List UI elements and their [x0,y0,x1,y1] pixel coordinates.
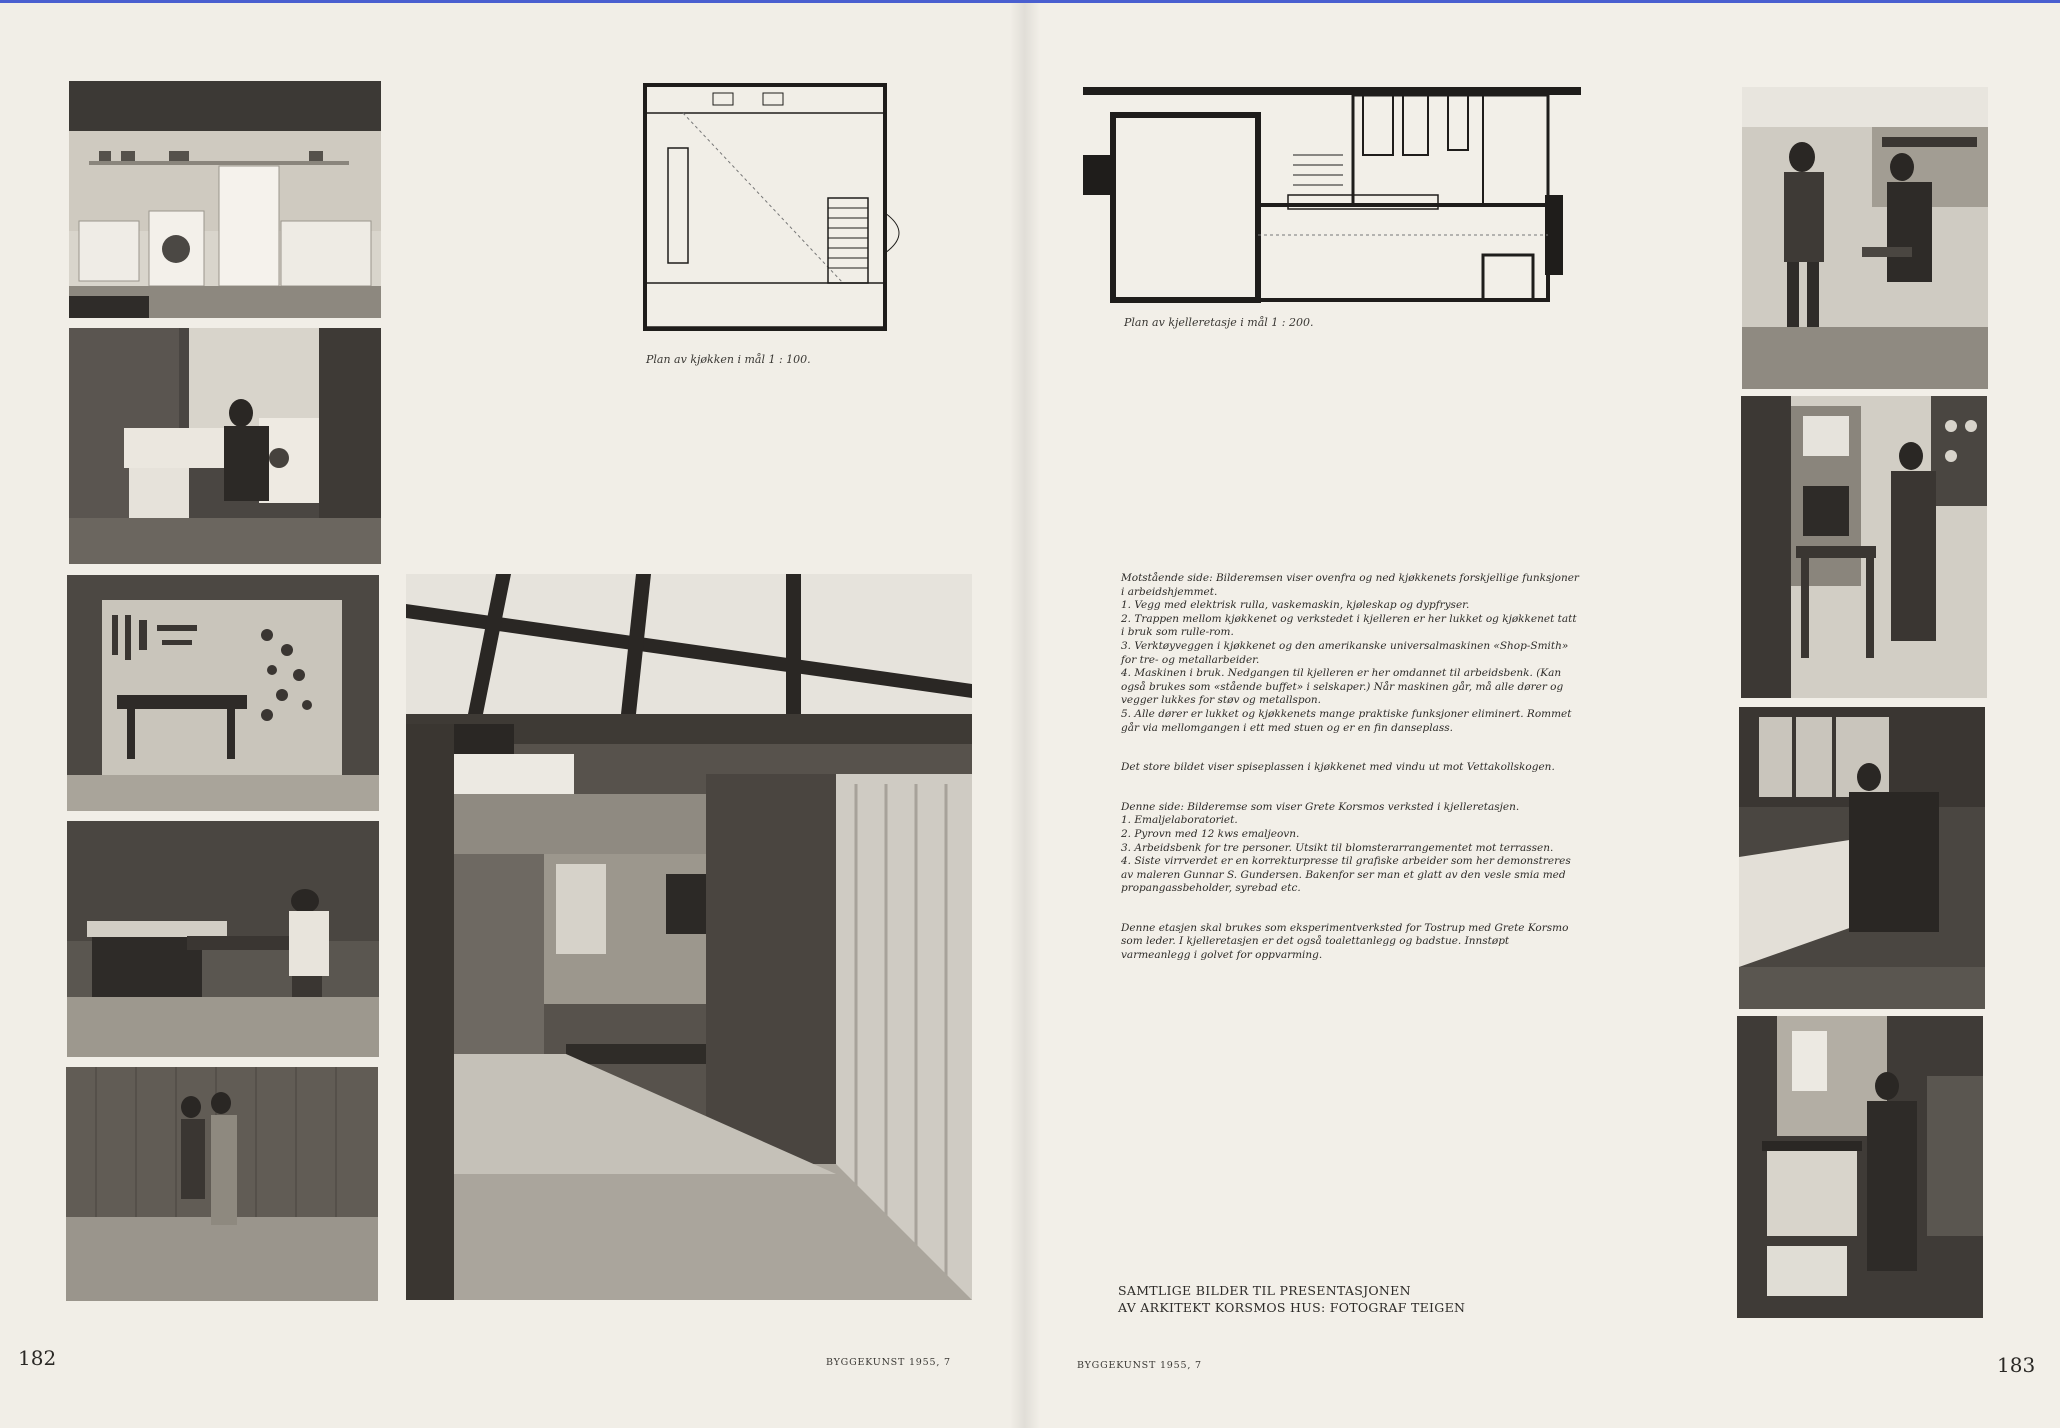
photo-workbench-window [1739,707,1985,1009]
book-gutter [1010,3,1040,1428]
photo-kitchen-appliances [69,81,381,318]
text-line: 4. Maskinen i bruk. Nedgangen til kjelleren er her omdannet til arbeidsbenk. (Kan også brukes som «stående buffet» i selskaper.) Når maskinen går, må alle dører og vegger lukkes for støv og metallspon. [1121,667,1564,707]
photo-dining-area-large [406,574,972,1300]
caption-block-opposite-page [1121,572,1581,735]
basement-floor-plan [1083,85,1581,305]
text-line: Denne side: Bilderemse som viser Grete Korsmos verksted i kjelleretasjen. [1121,800,1520,813]
credits-line: SAMTLIGE BILDER TIL PRESENTASJONEN [1118,1283,1411,1298]
footer-left: BYGGEKUNST 1955, 7 [826,1357,951,1368]
photo-proof-press [1737,1016,1983,1318]
text-line: 2. Trappen mellom kjøkkenet og verkstedet i kjelleren er her lukket og kjøkkenet tatt i bruk som rulle-rom. [1121,612,1577,639]
kitchen-plan-caption: Plan av kjøkken i mål 1 : 100. [646,353,811,366]
basement-plan-caption: Plan av kjelleretasje i mål 1 : 200. [1124,316,1314,329]
text-line: 3. Arbeidsbenk for tre personer. Utsikt til blomsterarrangementet mot terrassen. [1121,841,1554,854]
credits-line: AV ARKITEKT KORSMOS HUS: FOTOGRAF TEIGEN [1118,1300,1466,1315]
photo-workbench-machine [67,821,379,1057]
text-line: Det store bildet viser spiseplassen i kjøkkenet med vindu ut mot Vettakollskogen. [1121,761,1555,774]
text-line: 5. Alle dører er lukket og kjøkkenets mange praktiske funksjoner eliminert. Rommet går via mellomgangen i ett med stuen og er en fin danseplass. [1121,707,1572,734]
photo-enamel-lab [1742,87,1988,389]
caption-block-large-photo [1121,761,1581,775]
kitchen-floor-plan [643,83,926,332]
captions-text-column [1121,572,1581,989]
text-line: 4. Siste virrverdet er en korrekturpresse til grafiske arbeider som her demonstreres av maleren Gunnar S. Gundersen. Bakenfor ser man et glatt av den vesle smia med propangassbeholder, syrebad etc. [1121,855,1571,895]
text-line: 2. Pyrovn med 12 kws emaljeovn. [1121,827,1300,840]
text-line: 1. Vegg med elektrisk rulla, vaskemaskin, kjøleskap og dypfryser. [1121,599,1470,612]
caption-block-this-page [1121,801,1581,896]
footer-right: BYGGEKUNST 1955, 7 [1077,1360,1202,1371]
photo-credits [1118,1282,1465,1316]
photo-dancing-couple [66,1067,378,1301]
text-line: Motstående side: Bilderemsen viser ovenfra og ned kjøkkenets forskjellige funksjoner i arbeidshjemmet. [1121,572,1579,598]
text-line: 3. Verktøyveggen i kjøkkenet og den amerikanske universalmaskinen «Shop-Smith» for tre- og metallarbeider. [1121,639,1569,666]
photo-tool-wall [67,575,379,811]
text-line: Denne etasjen skal brukes som eksperimentverksted for Tostrup med Grete Korsmo som leder. I kjelleretasjen er det også toalettanlegg og badstue. Innstøpt varmeanlegg i golvet for oppvarming. [1121,921,1569,962]
caption-block-basement-use [1121,922,1581,963]
text-line: 1. Emaljelaboratoriet. [1121,814,1238,827]
photo-kiln [1741,396,1987,698]
page-number-right: 183 [1997,1353,2036,1377]
page-number-left: 182 [18,1346,57,1370]
photo-kitchen-cooking [69,328,381,564]
